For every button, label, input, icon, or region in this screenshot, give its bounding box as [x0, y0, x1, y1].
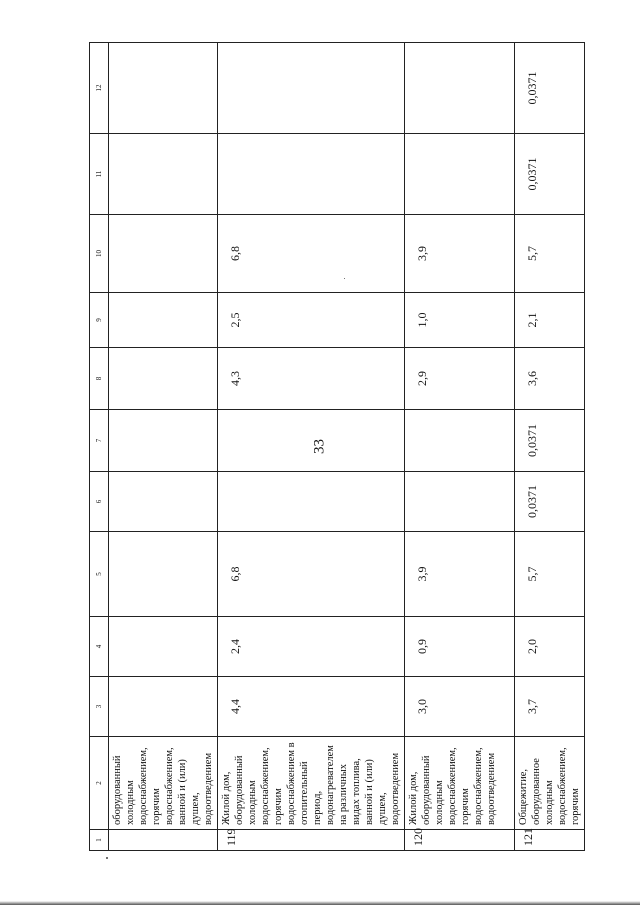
table-cell: [109, 348, 218, 410]
table-cell: [109, 677, 218, 737]
table-cell: [109, 532, 218, 617]
column-header: 2: [90, 737, 109, 830]
table-cell: [109, 472, 218, 532]
table-cell: [109, 43, 218, 134]
header-row: [90, 43, 109, 851]
table-cell: 2,4: [218, 617, 405, 677]
table-cell: [109, 215, 218, 293]
scan-edge: [0, 901, 640, 905]
table-cell: [109, 617, 218, 677]
table-cell: 3,6: [515, 348, 585, 410]
row-description: оборудованный холодным водоснабжением, горячим водоснабжением, ванной и (или) душем, водоотведением: [109, 737, 218, 830]
row-number: [109, 830, 218, 851]
table-cell: [405, 410, 515, 472]
column-header: 8: [90, 348, 109, 410]
table-cell: 3,9: [405, 215, 515, 293]
row-number: 120: [405, 830, 515, 851]
column-header: 3: [90, 677, 109, 737]
table-cell: 6,8: [218, 215, 405, 293]
table-cell: [405, 472, 515, 532]
table-row: [218, 43, 405, 851]
table-cell: 4,3: [218, 348, 405, 410]
row-description: Жилой дом, оборудованный холодным водоснабжением, горячим водоснабжением в отопительный период, водонагревателем на различных видах топлива, ванной и (или) душем, водоотведением: [218, 737, 405, 830]
row-description: Жилой дом, оборудованный холодным водоснабжением, горячим водоснабжением, водоотведением: [405, 737, 515, 830]
tariff-table: [89, 42, 585, 851]
row-description: Общежитие, оборудованное холодным водоснабжением, горячим: [515, 737, 585, 830]
table-cell: [218, 134, 405, 215]
row-number: 119: [218, 830, 405, 851]
table-cell: 3,7: [515, 677, 585, 737]
table-cell: 2,9: [405, 348, 515, 410]
table-cell: 0,0371: [515, 410, 585, 472]
column-header: 10: [90, 215, 109, 293]
table-row: [515, 43, 585, 851]
row-number: 121: [515, 830, 585, 851]
table-cell: 3,0: [405, 677, 515, 737]
table-cell: 0,0371: [515, 472, 585, 532]
table-cell: 6,8: [218, 532, 405, 617]
table-cell: 0,0371: [515, 43, 585, 134]
table-cell: 2,1: [515, 293, 585, 348]
table-cell: 0,9: [405, 617, 515, 677]
scan-speck: [344, 278, 345, 279]
page-number: 33: [311, 439, 328, 454]
column-header: 9: [90, 293, 109, 348]
table-cell: 2,5: [218, 293, 405, 348]
scan-speck: [106, 857, 108, 859]
column-header: 1: [90, 830, 109, 851]
table-cell: [218, 472, 405, 532]
table-cell: 5,7: [515, 215, 585, 293]
table-cell: [218, 410, 405, 472]
table-cell: [218, 43, 405, 134]
table-cell: [109, 293, 218, 348]
table-cell: [109, 410, 218, 472]
table-cell: 1,0: [405, 293, 515, 348]
table-row: [109, 43, 218, 851]
table-cell: 5,7: [515, 532, 585, 617]
table-cell: 2,0: [515, 617, 585, 677]
column-header: 5: [90, 532, 109, 617]
table-cell: 0,0371: [515, 134, 585, 215]
column-header: 12: [90, 43, 109, 134]
table-cell: 3,9: [405, 532, 515, 617]
table-row: [405, 43, 515, 851]
column-header: 11: [90, 134, 109, 215]
column-header: 4: [90, 617, 109, 677]
column-header: 6: [90, 472, 109, 532]
tariff-table-container: [89, 43, 581, 851]
table-cell: [405, 134, 515, 215]
table-cell: [405, 43, 515, 134]
column-header: 7: [90, 410, 109, 472]
table-cell: [109, 134, 218, 215]
table-cell: 4,4: [218, 677, 405, 737]
